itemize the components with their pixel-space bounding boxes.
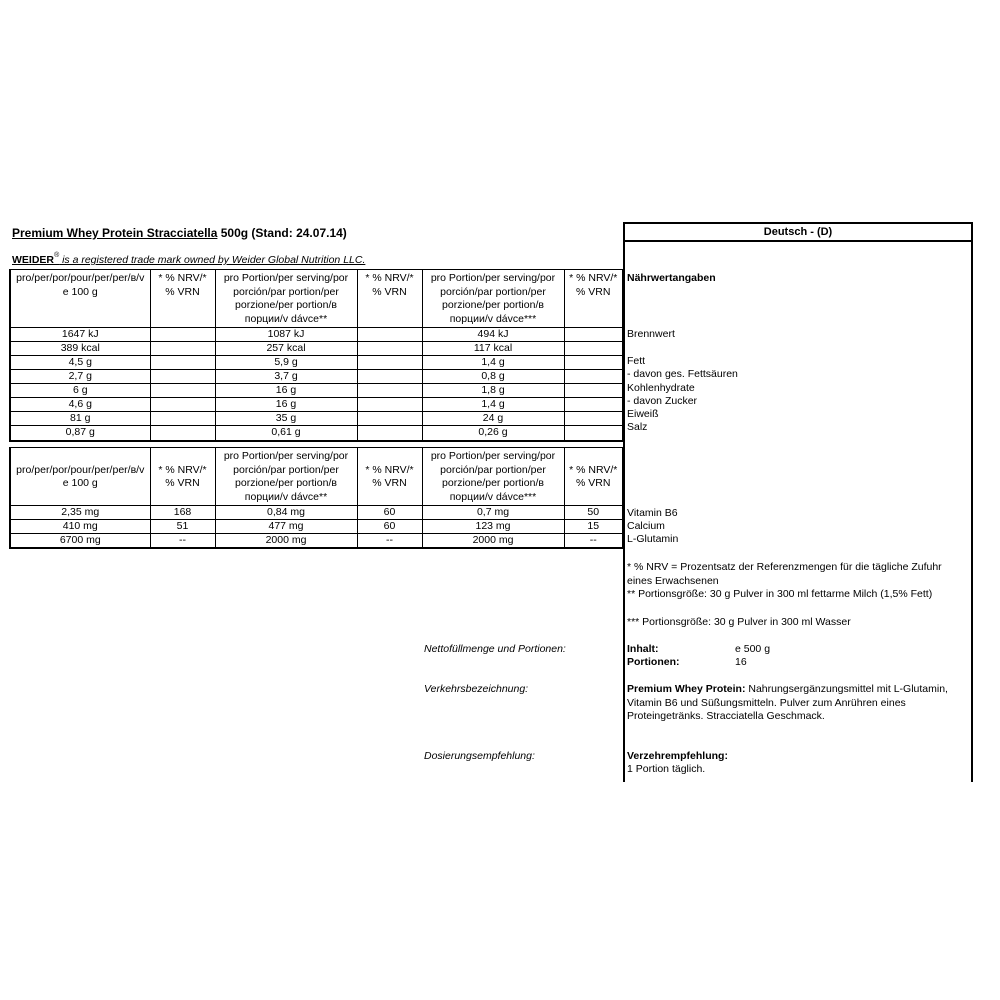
cell-portion-milk: 2000 mg [215,533,357,548]
verzehrempfehlung-label: Verzehrempfehlung: [627,750,728,762]
cell-portion-milk: 5,9 g [215,355,357,369]
cell-nrv [150,398,215,412]
header-portion-milk: pro Portion/per serving/por porción/par portion/per porzione/per portion/в порции/v dávce** [215,270,357,328]
table-row [10,369,623,383]
table-row [10,398,623,412]
label-fettsaeuren: - davon ges. Fettsäuren [627,368,738,380]
cell-nrv: 60 [357,505,422,519]
registered-mark: ® [54,252,60,259]
cell-nrv [357,398,422,412]
cell-portion-milk: 0,84 mg [215,505,357,519]
naehrwert-heading: Nährwertangaben [627,272,716,284]
cell-per100: 2,35 mg [10,505,150,519]
table-row [10,426,623,441]
title-stand: 500g (Stand: 24.07.14) [217,226,347,240]
footnote-milk: ** Portionsgröße: 30 g Pulver in 300 ml fettarme Milch (1,5% Fett) [627,588,933,600]
cell-portion-milk: 257 kcal [215,341,357,355]
cell-nrv [150,412,215,426]
cell-nrv: 51 [150,519,215,533]
verkehrsbezeichnung-text [627,683,972,724]
cell-nrv: 15 [564,519,623,533]
cell-nrv: 50 [564,505,623,519]
cell-portion-water: 0,26 g [422,426,564,441]
language-header: Deutsch - (D) [623,222,973,242]
cell-portion-water: 1,8 g [422,384,564,398]
cell-nrv [564,384,623,398]
header-nrv: * % NRV/* % VRN [564,270,623,328]
side-label-netto: Nettofüllmenge und Portionen: [424,643,566,655]
cell-per100: 1647 kJ [10,327,150,341]
side-label-verkehr: Verkehrsbezeichnung: [424,683,529,695]
portionen-value: 16 [735,656,747,668]
table-header-row [10,448,623,506]
cell-nrv [357,327,422,341]
cell-portion-milk: 35 g [215,412,357,426]
cell-nrv [357,384,422,398]
cell-portion-milk: 1087 kJ [215,327,357,341]
cell-nrv: 60 [357,519,422,533]
document-title [12,226,347,241]
cell-nrv [150,341,215,355]
cell-portion-milk: 0,61 g [215,426,357,441]
label-eiweiss: Eiweiß [627,408,659,420]
cell-portion-water: 494 kJ [422,327,564,341]
table-row [10,327,623,341]
header-per-100g: pro/per/por/pour/per/per/в/v e 100 g [10,448,150,506]
table-row [10,355,623,369]
cell-portion-water: 0,8 g [422,369,564,383]
side-label-dosierung: Dosierungsempfehlung: [424,750,535,762]
label-l-glutamin: L-Glutamin [627,533,679,545]
cell-nrv [150,355,215,369]
cell-portion-water: 0,7 mg [422,505,564,519]
inhalt-value: e 500 g [735,643,771,655]
header-nrv: * % NRV/* % VRN [564,448,623,506]
cell-nrv [564,412,623,426]
cell-per100: 6700 mg [10,533,150,548]
cell-nrv [564,355,623,369]
cell-nrv: -- [564,533,623,548]
cell-per100: 410 mg [10,519,150,533]
label-vitamin-b6: Vitamin B6 [627,507,678,519]
cell-portion-milk: 16 g [215,384,357,398]
vitamin-table [9,447,624,549]
verkehr-bold: Premium Whey Protein: [627,683,746,695]
cell-per100: 81 g [10,412,150,426]
cell-nrv [357,341,422,355]
cell-nrv [150,384,215,398]
inhalt-label: Inhalt: [627,643,659,655]
trademark-text: is a registered trade mark owned by Weider Global Nutrition LLC. [59,254,366,266]
cell-portion-water: 1,4 g [422,355,564,369]
cell-portion-milk: 477 mg [215,519,357,533]
cell-nrv: 168 [150,505,215,519]
nutrition-table [9,269,624,442]
brand-name: WEIDER [12,254,54,266]
label-fett: Fett [627,355,646,367]
cell-nrv: -- [357,533,422,548]
cell-portion-milk: 3,7 g [215,369,357,383]
verkehr-description: Nahrungsergänzungsmittel mit L-Glutamin, Vitamin B6 und Süßungsmitteln. Pulver zum Anrühren eines Proteingetränks. Stracciatella Geschmack. [627,683,948,723]
label-kohlenhydrate: Kohlenhydrate [627,382,695,394]
cell-nrv [357,369,422,383]
cell-nrv [150,327,215,341]
cell-per100: 389 kcal [10,341,150,355]
cell-per100: 6 g [10,384,150,398]
header-nrv: * % NRV/* % VRN [357,270,422,328]
label-salz: Salz [627,421,648,433]
verzehrempfehlung-text: 1 Portion täglich. [627,763,706,775]
header-nrv: * % NRV/* % VRN [150,270,215,328]
cell-portion-water: 117 kcal [422,341,564,355]
table-row [10,412,623,426]
header-portion-water: pro Portion/per serving/por porción/par portion/per porzione/per portion/в порции/v dávce*** [422,270,564,328]
footnote-water: *** Portionsgröße: 30 g Pulver in 300 ml Wasser [627,616,851,628]
header-per-100g: pro/per/por/pour/per/per/в/v e 100 g [10,270,150,328]
table-row [10,384,623,398]
footnote-nrv: * % NRV = Prozentsatz der Referenzmengen für die tägliche Zufuhr eines Erwachsenen [627,561,942,587]
label-brennwert: Brennwert [627,328,675,340]
cell-per100: 4,6 g [10,398,150,412]
cell-per100: 4,5 g [10,355,150,369]
cell-nrv [357,355,422,369]
header-portion-water: pro Portion/per serving/por porción/par portion/per porzione/per portion/в порции/v dávce*** [422,448,564,506]
cell-nrv: -- [150,533,215,548]
label-zucker: - davon Zucker [627,395,698,407]
cell-portion-water: 1,4 g [422,398,564,412]
cell-nrv [564,369,623,383]
cell-nrv [564,398,623,412]
header-nrv: * % NRV/* % VRN [150,448,215,506]
table-row [10,519,623,533]
cell-portion-milk: 16 g [215,398,357,412]
cell-nrv [357,412,422,426]
header-portion-milk: pro Portion/per serving/por porción/par portion/per porzione/per portion/в порции/v dávce** [215,448,357,506]
table-header-row [10,270,623,328]
table-row [10,533,623,548]
table-row [10,505,623,519]
label-calcium: Calcium [627,520,665,532]
cell-nrv [150,369,215,383]
cell-nrv [564,327,623,341]
cell-portion-water: 2000 mg [422,533,564,548]
header-nrv: * % NRV/* % VRN [357,448,422,506]
cell-nrv [564,341,623,355]
product-name: Premium Whey Protein Stracciatella [12,226,218,240]
cell-portion-water: 24 g [422,412,564,426]
table-row [10,341,623,355]
portionen-label: Portionen: [627,656,680,668]
trademark-notice [12,254,365,267]
cell-nrv [564,426,623,441]
cell-nrv [150,426,215,441]
cell-per100: 0,87 g [10,426,150,441]
cell-per100: 2,7 g [10,369,150,383]
cell-nrv [357,426,422,441]
cell-portion-water: 123 mg [422,519,564,533]
